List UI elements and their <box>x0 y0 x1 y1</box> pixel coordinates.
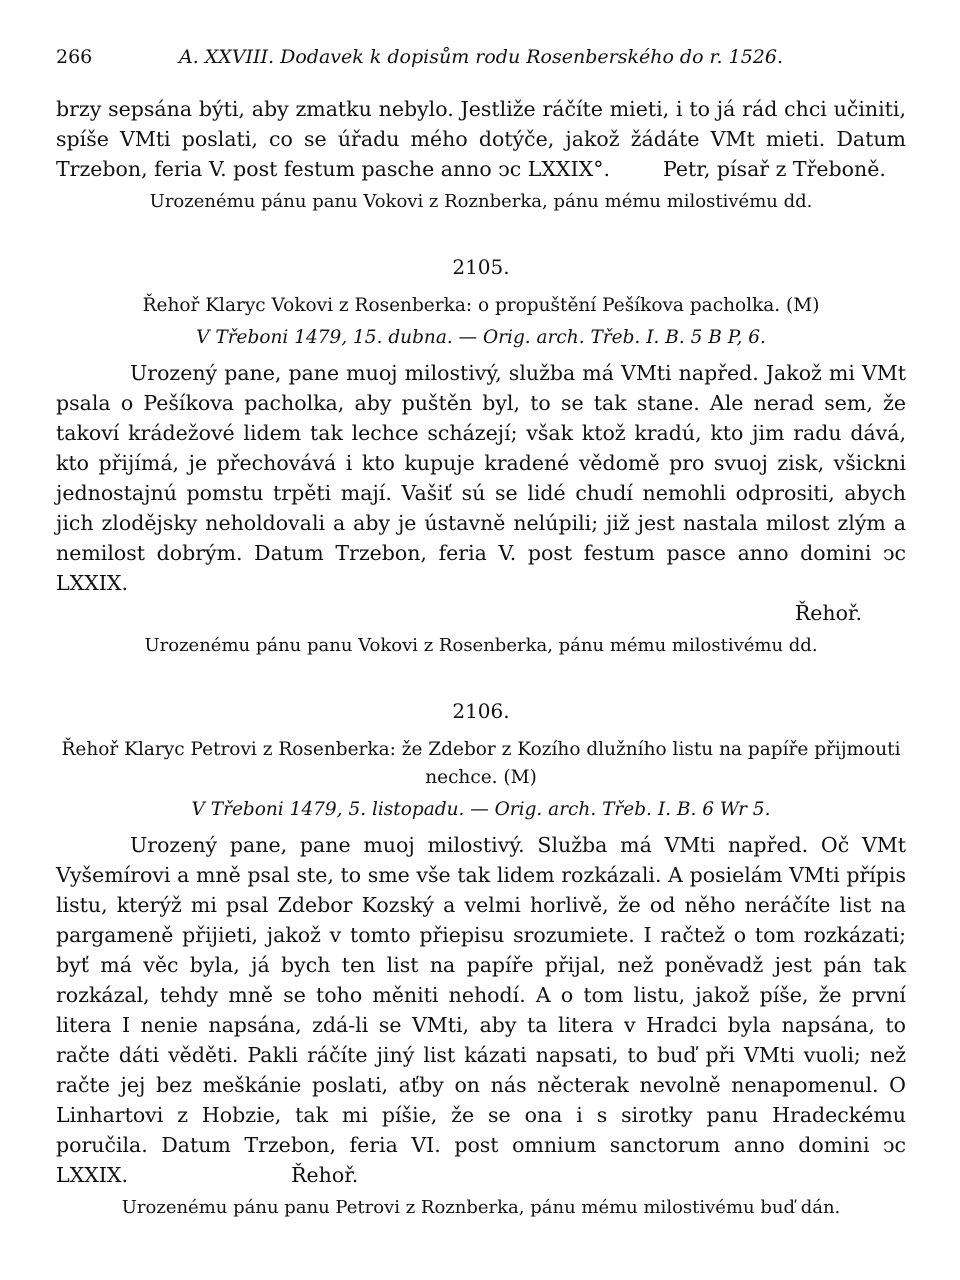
letter-source: V Třeboni 1479, 5. listopadu. — Orig. arch. Třeb. I. B. 6 Wr 5. <box>191 799 771 820</box>
letter-body: Urozený pane, pane muoj milostivý, služba má VMti napřed. Jakož mi VMt psala o Pešíkova pacholka, aby puštěn byl, to se tak stane. Ale nerad sem, že takoví krádežové lidem tak lechce scházejí; však ktož kradú, kto jim radu dává, kto přijímá, je přechovává i kto kupuje kradené vědomě pro svuoj zisk, všickni jednostajnú pomstu trpěti mají. Vašiť sú se lidé chudí nemohli odprositi, abych jich zlodějsky neholdovali a aby je ústavně nelúpili; již jest nastala milost zlým a nemilost dobrým. Datum Trzebon, feria V. post festum pasce anno domini ↄc LXXIX. <box>56 361 906 595</box>
continuation-address: Urozenému pánu panu Vokovi z Roznberka, pánu mému milostivému dd. <box>149 191 813 212</box>
letter-number: 2106. <box>452 699 510 723</box>
page-number: 266 <box>56 46 93 68</box>
continuation-section <box>56 94 906 216</box>
page-header <box>56 40 906 80</box>
letter-number: 2105. <box>452 255 510 279</box>
letter-summary: Řehoř Klaryc Petrovi z Rosenberka: že Zdebor z Kozího dlužního listu na papíře přijmouti nechce. (M) <box>61 739 901 788</box>
letter-2106 <box>56 696 906 1222</box>
letter-signature: Řehoř. <box>291 1163 359 1187</box>
letter-source: V Třeboni 1479, 15. dubna. — Orig. arch. Třeb. I. B. 5 B P, 6. <box>196 327 766 348</box>
letter-2105 <box>56 252 906 660</box>
continuation-text: brzy sepsána býti, aby zmatku nebylo. Jestliže ráčíte mieti, i to já rád chci učiniti, spíše VMti poslati, co se úřadu mého dotýče, jakož žádáte VMt mieti. Datum Trzebon, feria V. post festum pasche anno ↄc LXXIX°. Petr, písař z Třeboně. <box>56 97 906 181</box>
letter-address: Urozenému pánu panu Vokovi z Rosenberka, pánu mému milostivému dd. <box>144 635 818 656</box>
letter-signature: Řehoř. <box>794 601 862 625</box>
book-page <box>56 40 906 1222</box>
running-title: A. XXVIII. Dodavek k dopisům rodu Rosenberského do r. 1526. <box>178 46 784 68</box>
letter-address: Urozenému pánu panu Petrovi z Roznberka, pánu mému milostivému buď dán. <box>121 1197 841 1218</box>
letter-body: Urozený pane, pane muoj milostivý. Služba má VMti napřed. Oč VMt Vyšemírovi a mně psal ste, to sme vše tak lidem rozkázali. A posielám VMti přípis listu, kterýž mi psal Zdebor Kozský a velmi horlivě, že od něho neráčíte list na pargameně přijieti, jakož v tomto přiepisu srozumiete. I račtež o tom rozkázati; byť má věc byla, já bych ten list na papíře přijal, než poněvadž jest pán tak rozkázal, tehdy mně se toho měniti nehodí. A o tom listu, jakož píše, že první litera I nenie napsána, zdá-li se VMti, aby ta litera v Hradci byla napsána, to račte dáti věděti. Pakli ráčíte jiný list kázati napsati, to buď při VMti vuoli; než račte jej bez meškánie poslati, aťby on nás něcterak nevolně nenapomenul. O Linhartovi z Hobzie, tak mi píšie, že se ona i s sirotky panu Hradeckému poručila. Datum Trzebon, feria VI. post omnium sanctorum anno domini ↄc LXXIX. Řehoř. <box>56 833 906 1187</box>
continuation-signature: Petr, písař z Třeboně. <box>663 157 886 181</box>
letter-summary: Řehoř Klaryc Vokovi z Rosenberka: o propuštění Pešíkova pacholka. (M) <box>142 295 820 316</box>
